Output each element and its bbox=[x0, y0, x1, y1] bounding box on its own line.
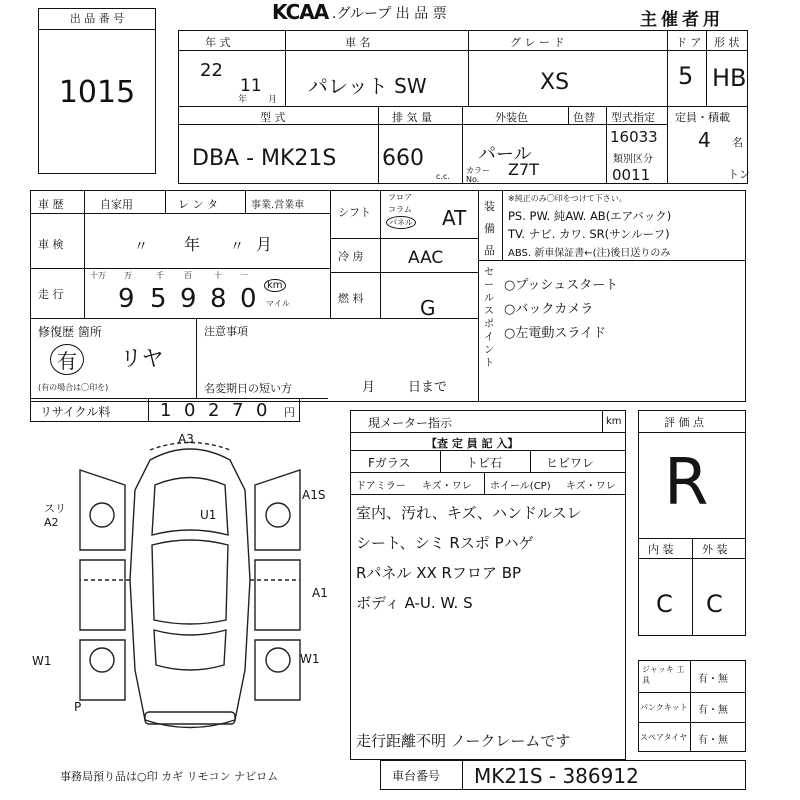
month-value: 11 bbox=[240, 76, 262, 96]
mileage-digit: 8 bbox=[210, 284, 227, 314]
wheel-label: ホイール(CP) bbox=[490, 481, 551, 492]
shape-label: 形 状 bbox=[714, 36, 740, 49]
classification-label: 類別区分 bbox=[613, 154, 653, 165]
inspector-header: 【査 定 員 記 入】 bbox=[426, 437, 519, 450]
chassis-value: MK21S - 386912 bbox=[474, 764, 639, 788]
panel-label: パネル bbox=[386, 216, 416, 229]
exterior-label: 外 装 bbox=[702, 543, 728, 556]
type-value: DBA - MK21S bbox=[192, 146, 337, 171]
damage-mark: A3 bbox=[178, 432, 194, 446]
lot-label: 出 品 番 号 bbox=[39, 9, 155, 30]
repair-location: リヤ bbox=[120, 347, 164, 372]
inspection-month-unit: 月 bbox=[256, 235, 273, 254]
recycle-digit: 0 bbox=[256, 400, 268, 421]
inspection-label: 車 検 bbox=[38, 238, 64, 251]
recycle-label: リサイクル料 bbox=[40, 405, 111, 419]
puncture-options: 有・無 bbox=[698, 705, 728, 716]
equipment-note: ※純正のみ〇印をつけて下さい。 bbox=[508, 194, 627, 203]
glass-label: Fガラス bbox=[368, 456, 411, 470]
name-change-day: 日まで bbox=[408, 380, 448, 395]
private-use: 自家用 bbox=[100, 198, 133, 211]
mileage-digit: 0 bbox=[240, 284, 257, 314]
damage-mark: U1 bbox=[200, 508, 217, 522]
business-use: 事業.営業車 bbox=[251, 200, 305, 211]
model-label: 車 名 bbox=[345, 36, 371, 49]
digit-label-0: 十万 bbox=[90, 271, 106, 280]
disclaimer: 走行距離不明 ノークレームです bbox=[356, 732, 571, 750]
km-label: km bbox=[264, 279, 286, 292]
organizer-label: 主催者用 bbox=[640, 10, 724, 30]
exterior-value: C bbox=[706, 590, 723, 618]
inspector-note: ボディ A-U. W. S bbox=[356, 594, 473, 612]
digit-label-5: 一 bbox=[240, 271, 248, 280]
displacement-value: 660 bbox=[382, 146, 424, 171]
name-change-label: 名変期日の短い方 bbox=[204, 382, 292, 395]
year-unit: 年 bbox=[238, 95, 248, 105]
capacity-label: 定員・積載 bbox=[675, 111, 730, 124]
month-unit: 月 bbox=[268, 95, 278, 105]
recycle-digit: 2 bbox=[208, 400, 220, 421]
column-label: コラム bbox=[388, 205, 412, 214]
footer-items: 事務局預り品は○印 カギ リモコン ナビロム bbox=[60, 770, 279, 783]
load-unit: トン bbox=[728, 168, 750, 181]
type-label: 型 式 bbox=[260, 111, 286, 124]
shift-label: シフト bbox=[338, 206, 371, 219]
capacity-unit: 名 bbox=[732, 136, 743, 149]
mileage-digit: 9 bbox=[118, 284, 135, 314]
history-label: 車 歴 bbox=[38, 198, 64, 211]
sales-point-item: ○バックカメラ bbox=[504, 302, 594, 317]
digit-label-2: 千 bbox=[156, 271, 164, 280]
chassis-label: 車台番号 bbox=[392, 769, 441, 783]
type-designation-label: 型式指定 bbox=[611, 111, 655, 124]
ac-label: 冷 房 bbox=[338, 250, 364, 263]
chip-label: トビ石 bbox=[466, 456, 503, 470]
mileage-digit: 5 bbox=[150, 284, 167, 314]
fuel-value: G bbox=[420, 296, 436, 320]
recycle-digit: 0 bbox=[184, 400, 196, 421]
repair-label: 修復歴 箇所 bbox=[38, 325, 102, 339]
grade-value: XS bbox=[540, 70, 570, 95]
damage-mark: W1 bbox=[300, 652, 320, 666]
cc-unit: c.c. bbox=[436, 172, 450, 181]
displacement-label: 排 気 量 bbox=[392, 111, 432, 124]
damage-mark: W1 bbox=[32, 654, 52, 668]
model-value: パレット SW bbox=[308, 74, 427, 98]
color-value: パール bbox=[478, 144, 532, 165]
ac-value: AAC bbox=[408, 248, 444, 268]
rental: レ ン タ bbox=[178, 198, 218, 211]
inspection-year-unit: 年 bbox=[184, 235, 201, 254]
doors-label: ド ア bbox=[676, 36, 702, 49]
equipment-label: 装 備 品 bbox=[484, 200, 495, 257]
mirror-label: ドアミラー bbox=[356, 481, 406, 492]
lot-box bbox=[38, 8, 156, 174]
equipment-line-3: ABS. 新車保証書←(注)後日送りのみ bbox=[508, 248, 671, 259]
mileage-label: 走 行 bbox=[38, 288, 64, 301]
repaint-label: 色替 bbox=[573, 111, 595, 124]
inspector-note: Rパネル XX Rフロア BP bbox=[356, 564, 522, 582]
jack-label: ジャッキ 工 具 bbox=[642, 665, 685, 685]
digit-label-4: 十 bbox=[214, 271, 222, 280]
interior-label: 内 装 bbox=[648, 543, 674, 556]
odometer-label: 現メーター指示 bbox=[368, 416, 453, 430]
equipment-line-1: PS. PW. 純AW. AB(エアバック) bbox=[508, 209, 672, 223]
doors-value: 5 bbox=[678, 62, 694, 90]
capacity-value: 4 bbox=[698, 128, 711, 152]
fuel-label: 燃 料 bbox=[338, 292, 364, 305]
repair-value: 有 bbox=[50, 344, 84, 375]
car-diagram bbox=[40, 430, 340, 750]
sales-point-item: ○プッシュスタート bbox=[504, 278, 619, 293]
score-value: R bbox=[664, 446, 709, 520]
digit-label-1: 万 bbox=[124, 271, 132, 280]
inspector-note: シート、シミ Rスポ Pハゲ bbox=[356, 534, 534, 552]
floor-label: フロア bbox=[388, 193, 412, 202]
inspection-dash-1: 〃 bbox=[134, 239, 148, 255]
inspector-note: 室内、汚れ、キズ、ハンドルスレ bbox=[356, 504, 582, 522]
equipment-line-2: TV. ナビ. カワ. SR(サンルーフ) bbox=[508, 227, 670, 241]
yen-unit: 円 bbox=[284, 406, 295, 419]
mile-label: マイル bbox=[266, 299, 290, 308]
mileage-digit: 9 bbox=[180, 284, 197, 314]
recycle-digit: 7 bbox=[232, 400, 244, 421]
jack-options: 有・無 bbox=[698, 674, 728, 685]
lot-number: 1015 bbox=[58, 75, 136, 110]
shift-value: AT bbox=[442, 206, 467, 230]
type-designation-value: 16033 bbox=[610, 128, 658, 146]
spare-label: スペアタイヤ bbox=[640, 733, 688, 742]
damage-mark: A1S bbox=[302, 488, 326, 502]
crack-label: ヒビワレ bbox=[546, 456, 595, 470]
sales-point-item: ○左電動スライド bbox=[504, 326, 606, 341]
puncture-label: パンクキット bbox=[640, 703, 688, 712]
logo: KCAA bbox=[272, 0, 329, 24]
repair-note: (有の場合は〇印を) bbox=[38, 383, 109, 392]
year-label: 年 式 bbox=[205, 36, 231, 49]
odometer-km: km bbox=[606, 416, 622, 427]
damage-mark: A1 bbox=[312, 586, 328, 600]
inspection-dash-2: 〃 bbox=[230, 239, 244, 255]
grade-label: グ レ ー ド bbox=[510, 36, 565, 49]
interior-value: C bbox=[656, 590, 673, 618]
notes-label: 注意事項 bbox=[204, 325, 248, 338]
classification-value: 0011 bbox=[612, 166, 651, 184]
shape-value: HB bbox=[712, 64, 747, 92]
color-no-value: Z7T bbox=[508, 160, 539, 179]
score-label: 評 価 点 bbox=[664, 416, 704, 429]
digit-label-3: 百 bbox=[184, 271, 192, 280]
spare-options: 有・無 bbox=[698, 735, 728, 746]
name-change-month: 月 bbox=[362, 380, 376, 395]
recycle-digit: 1 bbox=[160, 400, 172, 421]
color-no-label: カラー No. bbox=[466, 166, 490, 184]
form-title: .グループ 出 品 票 bbox=[332, 6, 447, 22]
mirror-options: キズ・ワレ bbox=[422, 481, 472, 492]
sales-points-label: セールスポイント bbox=[484, 267, 494, 369]
year-value: 22 bbox=[200, 60, 223, 81]
damage-mark: スリ A2 bbox=[44, 502, 66, 529]
color-label: 外装色 bbox=[495, 111, 528, 124]
damage-mark: P bbox=[74, 700, 82, 714]
wheel-options: キズ・ワレ bbox=[566, 481, 616, 492]
